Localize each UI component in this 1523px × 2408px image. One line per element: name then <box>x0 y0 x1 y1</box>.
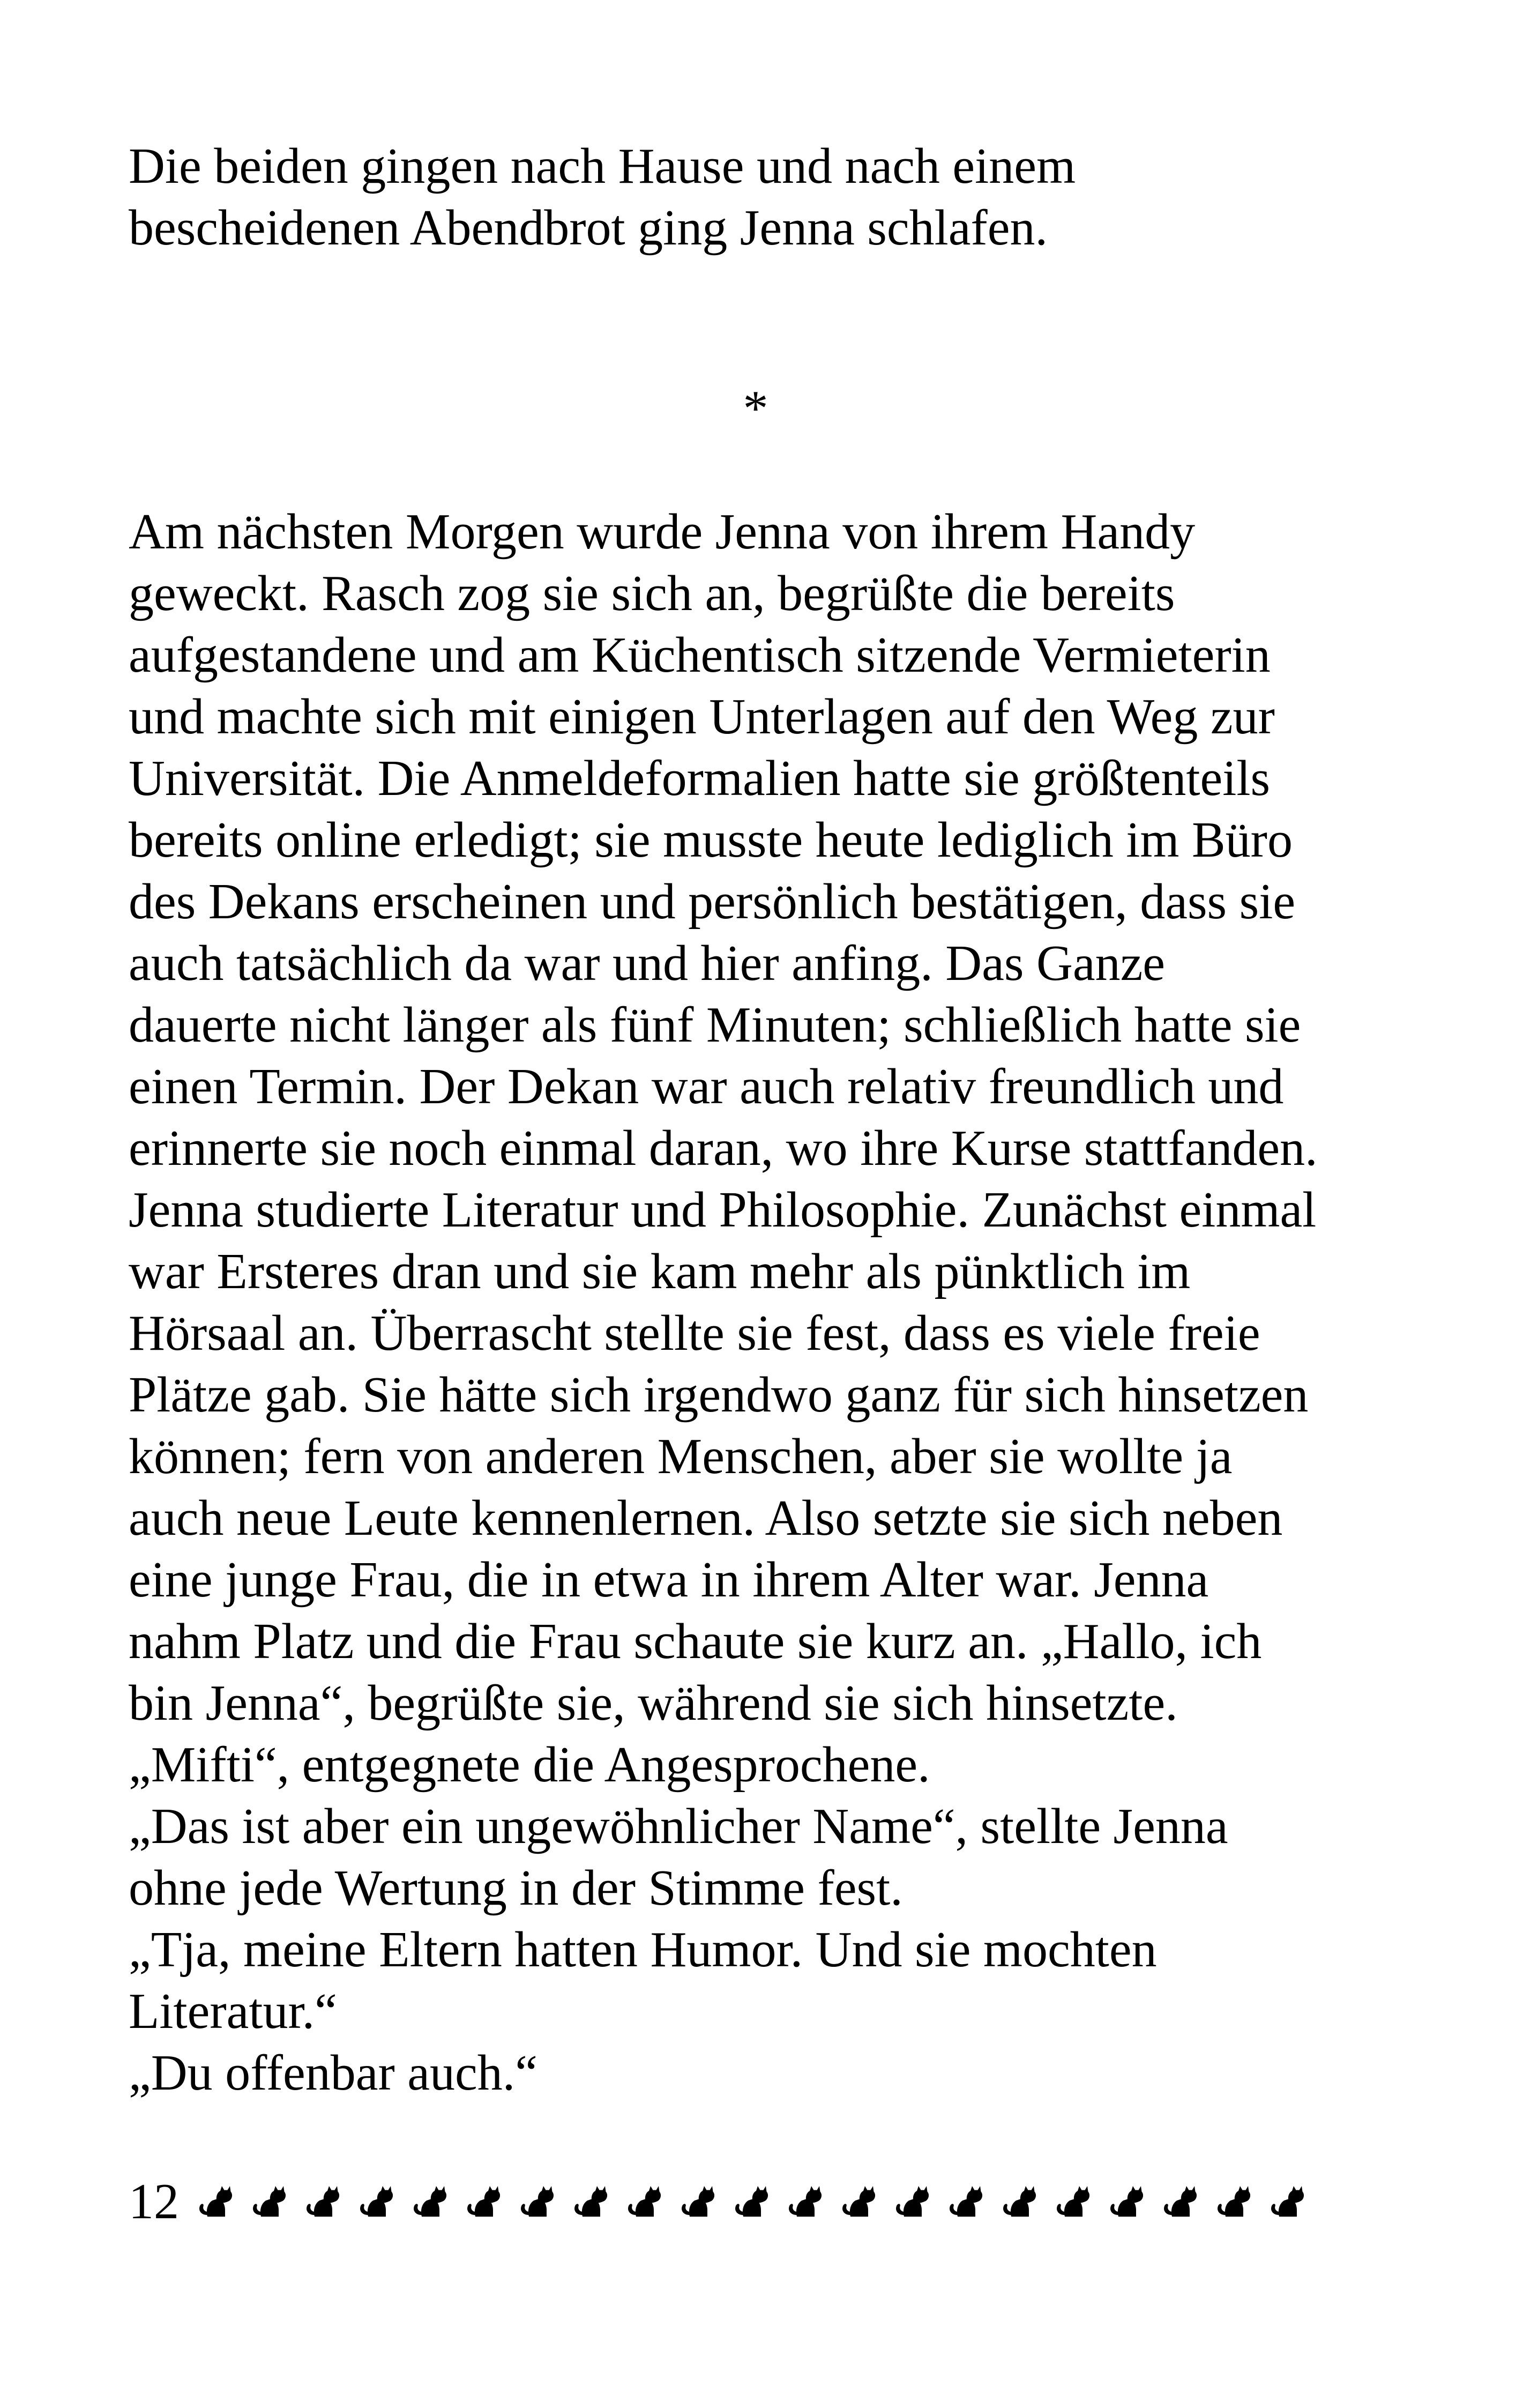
cat-icon <box>1214 2186 1256 2218</box>
cat-icon <box>625 2186 667 2218</box>
text-line: eine junge Frau, die in etwa in ihrem Alter war. Jenna <box>129 1552 1209 1608</box>
cat-icon <box>571 2186 613 2218</box>
cat-icon <box>196 2186 238 2218</box>
text-line: des Dekans erscheinen und persönlich bestätigen, dass sie <box>129 874 1296 930</box>
cat-icon <box>1000 2186 1042 2218</box>
cat-icon <box>1268 2186 1310 2218</box>
text-line: ohne jede Wertung in der Stimme fest. <box>129 1860 903 1916</box>
cat-icon <box>518 2186 559 2218</box>
cat-icon <box>732 2186 774 2218</box>
text-line: geweckt. Rasch zog sie sich an, begrüßte die bereits <box>129 566 1175 621</box>
intro-paragraph <box>129 136 1425 259</box>
text-line: „Tja, meine Eltern hatten Humor. Und sie mochten <box>129 1922 1157 1978</box>
page-number: 12 <box>129 2174 179 2229</box>
cat-icon <box>357 2186 399 2218</box>
text-line: bin Jenna“, begrüßte sie, während sie sich hinsetzte. <box>129 1675 1178 1731</box>
cat-icon <box>303 2186 345 2218</box>
cat-icon <box>464 2186 506 2218</box>
text-line: nahm Platz und die Frau schaute sie kurz an. „Hallo, ich <box>129 1614 1262 1669</box>
cat-icon <box>678 2186 720 2218</box>
text-line: einen Termin. Der Dekan war auch relativ freundlich und <box>129 1059 1284 1114</box>
cat-icon <box>410 2186 452 2218</box>
text-line: „Mifti“, entgegnete die Angesprochene. <box>129 1737 930 1793</box>
cat-icon <box>946 2186 988 2218</box>
section-separator: * <box>743 381 768 436</box>
text-line: auch tatsächlich da war und hier anfing. Das Ganze <box>129 935 1166 991</box>
main-paragraph <box>129 501 1425 2104</box>
cat-icon <box>1107 2186 1149 2218</box>
text-line: war Ersteres dran und sie kam mehr als pünktlich im <box>129 1244 1191 1299</box>
text-line: dauerte nicht länger als fünf Minuten; schließlich hatte sie <box>129 997 1301 1053</box>
cat-icon <box>786 2186 827 2218</box>
cat-icon <box>1161 2186 1203 2218</box>
cat-icon <box>1054 2186 1095 2218</box>
text-line: auch neue Leute kennenlernen. Also setzte sie sich neben <box>129 1490 1283 1546</box>
text-line: erinnerte sie noch einmal daran, wo ihre Kurse stattfanden. <box>129 1120 1318 1176</box>
cat-icon <box>250 2186 292 2218</box>
text-line: und machte sich mit einigen Unterlagen auf den Weg zur <box>129 689 1275 745</box>
text-line: Plätze gab. Sie hätte sich irgendwo ganz für sich hinsetzen <box>129 1367 1309 1423</box>
cat-icon <box>893 2186 935 2218</box>
text-line: aufgestandene und am Küchentisch sitzende Vermieterin <box>129 627 1271 683</box>
page-footer <box>129 2171 1310 2233</box>
text-line: Literatur.“ <box>129 1983 337 2039</box>
text-line: Universität. Die Anmeldeformalien hatte sie größtenteils <box>129 750 1271 806</box>
text-line: „Das ist aber ein ungewöhnlicher Name“, stellte Jenna <box>129 1798 1228 1854</box>
text-line: Die beiden gingen nach Hause und nach einem <box>129 138 1076 194</box>
text-line: Hörsaal an. Überrascht stellte sie fest, dass es viele freie <box>129 1305 1260 1361</box>
text-line: „Du offenbar auch.“ <box>129 2045 537 2101</box>
text-line: bescheidenen Abendbrot ging Jenna schlafen. <box>129 200 1048 256</box>
cat-ornament-row <box>184 2186 1310 2218</box>
text-line: Jenna studierte Literatur und Philosophie. Zunächst einmal <box>129 1182 1317 1238</box>
cat-icon <box>839 2186 881 2218</box>
text-line: bereits online erledigt; sie musste heute lediglich im Büro <box>129 812 1293 868</box>
text-line: Am nächsten Morgen wurde Jenna von ihrem Handy <box>129 504 1196 560</box>
text-line: können; fern von anderen Menschen, aber sie wollte ja <box>129 1429 1233 1484</box>
